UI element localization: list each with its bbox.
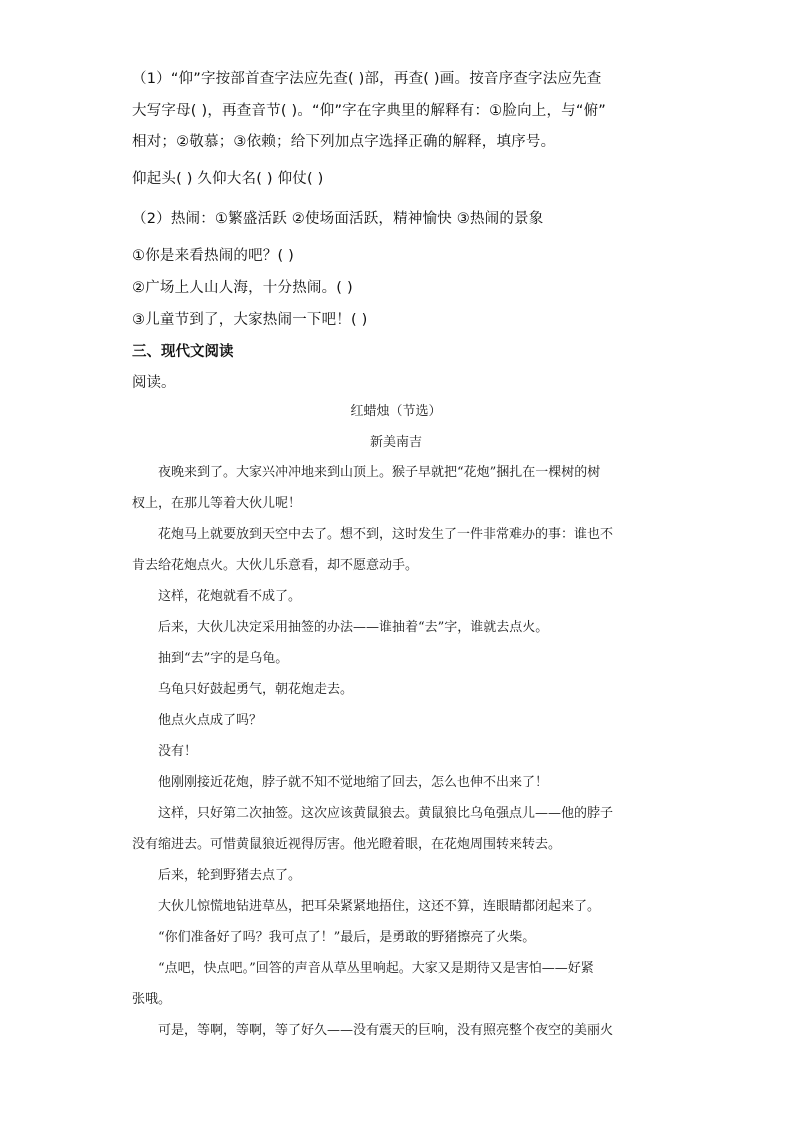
story-line: 花炮马上就要放到天空中去了。想不到，这时发生了一件非常难办的事：谁也不	[158, 527, 614, 542]
story-paragraph	[132, 928, 660, 959]
story-paragraph	[132, 711, 660, 742]
story-paragraph	[132, 773, 660, 804]
story-paragraph	[132, 680, 660, 711]
story-line: 这样，只好第二次抽签。这次应该黄鼠狼去。黄鼠狼比乌龟强点儿——他的脖子	[158, 806, 614, 821]
story-line: 后来，大伙儿决定采用抽签的办法——谁抽着“去”字，谁就去点火。	[158, 620, 549, 635]
story-line: 没有！	[158, 744, 198, 759]
section-heading: 三、现代文阅读	[132, 344, 234, 360]
story-paragraph	[132, 587, 660, 618]
story-line: 杈上，在那儿等着大伙儿呢！	[132, 496, 302, 511]
story-paragraph	[132, 649, 660, 680]
q1-line-1: （1）“仰”字按部首查字法应先查( )部，再查( )画。按音序查字法应先查	[132, 71, 602, 87]
story-paragraph	[132, 525, 660, 587]
q2-sentence-1: ①你是来看热闹的吧？( )	[132, 248, 295, 264]
q1-line-3: 相对；②敬慕；③依赖；给下列加点字选择正确的解释，填序号。	[132, 134, 556, 150]
q2-prompt: （2）热闹：①繁盛活跃 ②使场面活跃，精神愉快 ③热闹的景象	[132, 211, 544, 227]
q1-items: 仰起头( ) 久仰大名( ) 仰仗( )	[132, 171, 324, 187]
q1-line-2: 大写字母( )，再查音节( )。“仰”字在字典里的解释有：①脸向上，与“俯”	[132, 103, 606, 119]
q2-sentence-2: ②广场上人山人海，十分热闹。( )	[132, 280, 353, 296]
story-paragraph	[132, 742, 660, 773]
story-author: 新美南吉	[369, 435, 422, 450]
story-paragraph	[132, 463, 660, 525]
section-instruction: 阅读。	[132, 375, 176, 391]
story-paragraph	[132, 959, 660, 1021]
story-paragraph	[132, 804, 660, 866]
q2-sentence-3: ③儿童节到了，大家热闹一下吧！( )	[132, 312, 368, 328]
story-line: “你们准备好了吗？我可点了！”最后，是勇敢的野猪擦亮了火柴。	[158, 930, 536, 945]
story-line: “点吧，快点吧。”回答的声音从草丛里响起。大家又是期待又是害怕——好紧	[158, 961, 594, 976]
story-line: 这样，花炮就看不成了。	[158, 589, 302, 604]
story-paragraph	[132, 618, 660, 649]
story-paragraph	[132, 866, 660, 897]
story-paragraph	[132, 1021, 660, 1052]
story-line: 夜晚来到了。大家兴冲冲地来到山顶上。猴子早就把“花炮”捆扎在一棵树的树	[158, 465, 601, 480]
story-line: 乌龟只好鼓起勇气，朝花炮走去。	[158, 682, 354, 697]
story-line: 后来，轮到野猪去点了。	[158, 868, 302, 883]
story-line: 抽到“去”字的是乌龟。	[158, 651, 289, 666]
story-line: 他点火点成了吗？	[158, 713, 263, 728]
story-line: 可是，等啊，等啊，等了好久——没有震天的巨响，没有照亮整个夜空的美丽火	[158, 1023, 614, 1038]
story-title: 红蜡烛（节选）	[350, 404, 442, 419]
story-line: 他刚刚接近花炮，脖子就不知不觉地缩了回去，怎么也伸不出来了！	[158, 775, 549, 790]
story-line: 张哦。	[132, 992, 172, 1007]
story-line: 没有缩进去。可惜黄鼠狼近视得厉害。他光瞪着眼，在花炮周围转来转去。	[132, 837, 562, 852]
story-paragraph	[132, 897, 660, 928]
story-line: 大伙儿惊慌地钻进草丛，把耳朵紧紧地捂住，这还不算，连眼睛都闭起来了。	[158, 899, 601, 914]
story-line: 肯去给花炮点火。大伙儿乐意看，却不愿意动手。	[132, 558, 419, 573]
